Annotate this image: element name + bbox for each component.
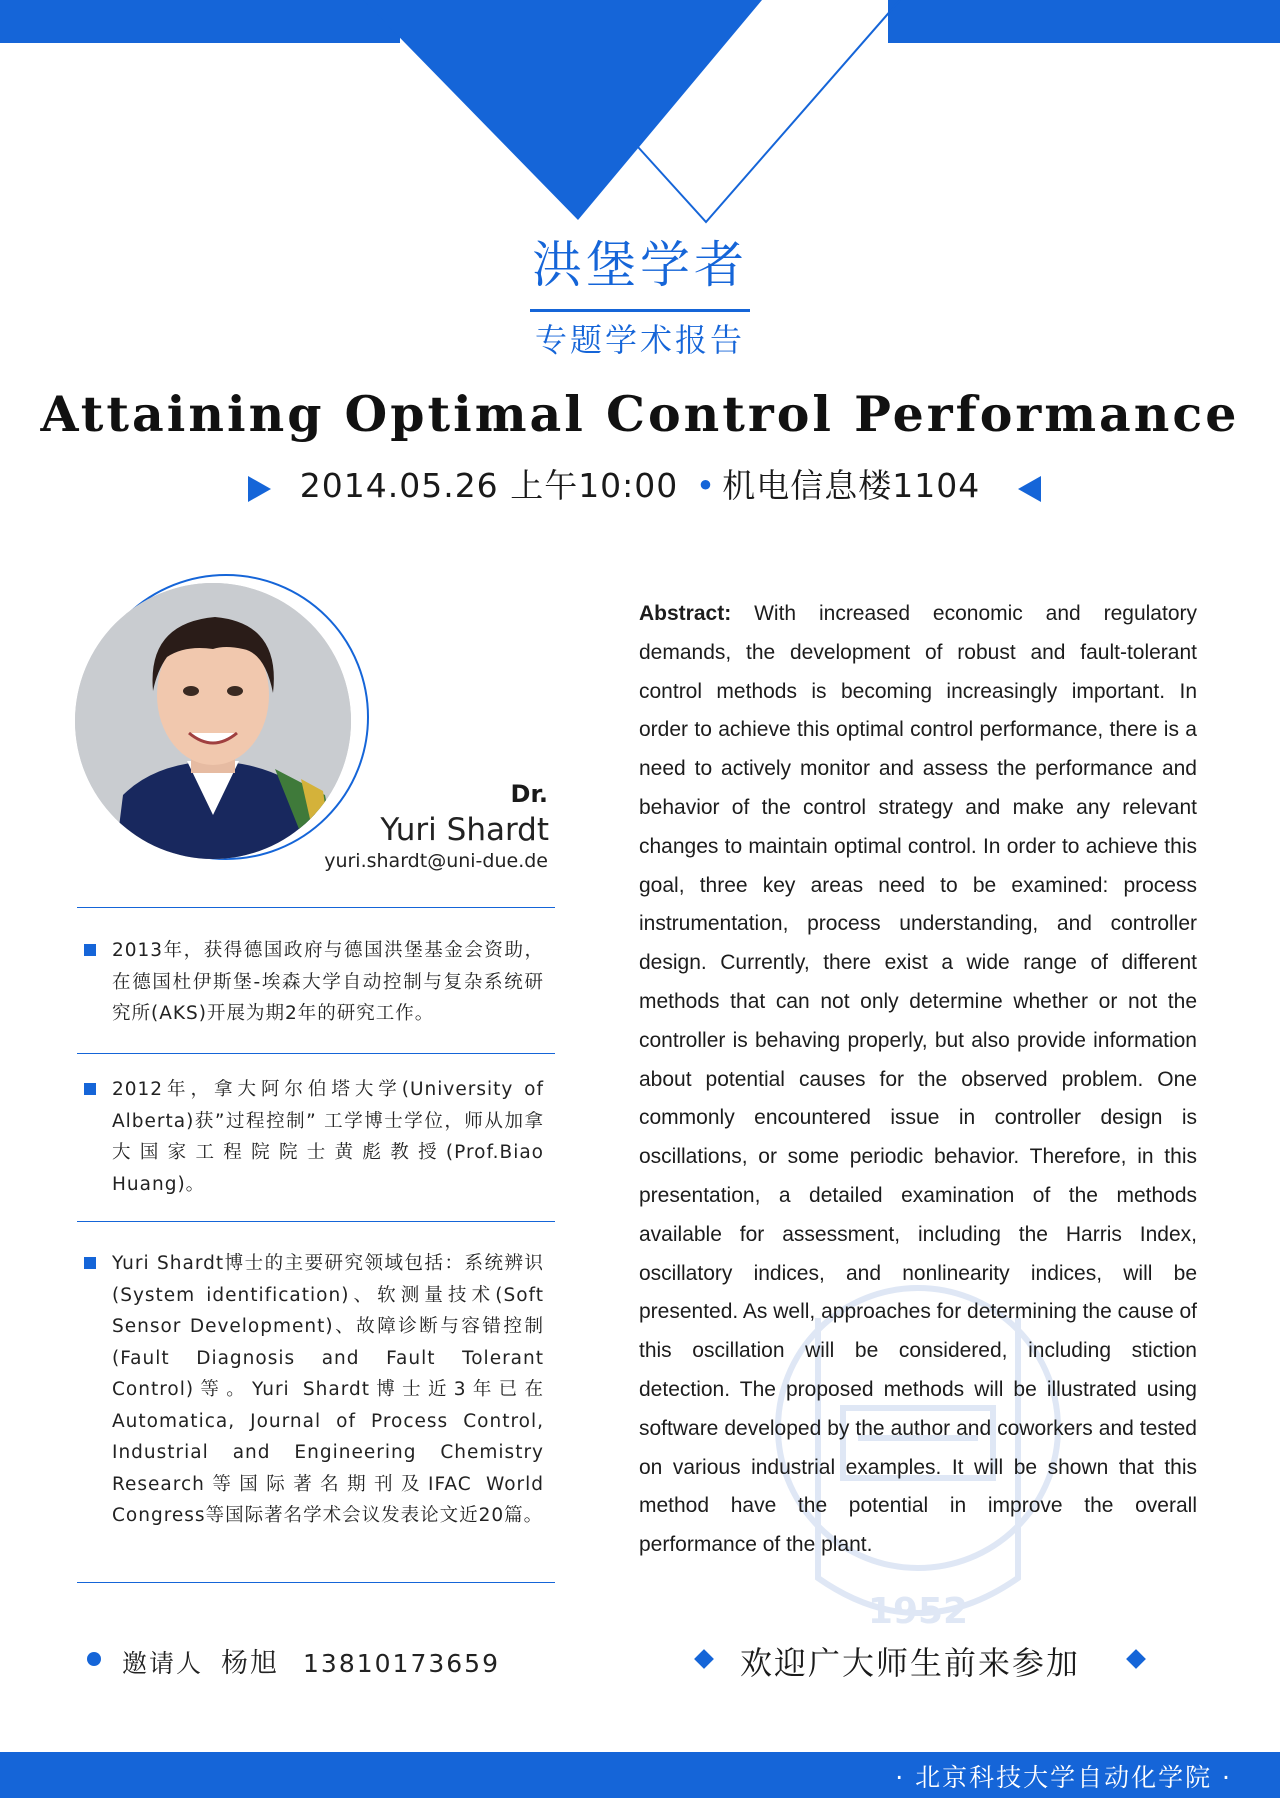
abstract-label: Abstract: (639, 602, 732, 625)
play-left-icon (1018, 476, 1041, 502)
talk-title: Attaining Optimal Control Performance (40, 385, 1240, 443)
welcome-text: 欢迎广大师生前来参加 (740, 1644, 1081, 1682)
inviter-name: 杨旭 (221, 1648, 280, 1679)
talk-time: 上午10:00 (510, 466, 679, 505)
abstract-text: With increased economic and regulatory demands, the development of robust and fault-tolerant control methods is becoming increasingly important. In order to achieve this optimal control performance, there is a need to actively monitor and assess the performance and behavior of the control strategy and make any relevant changes to maintain optimal control. In order to achieve this goal, three key areas need to be examined: process instrumentation, process understanding, and controller design. Currently, there exist a wide range of different methods that can not only determine whether or not the controller is behaving properly, but also provide information about potential causes for the observed problem. One commonly encountered issue in controller design is oscillations, or some periodic behavior. Therefore, in this presentation, a detailed examination of the methods available for assessment, including the Harris Index, oscillatory indices, and nonlinearity indices, will be presented. As well, approaches for determining the cause of this oscillation will be considered, including stiction detection. The proposed methods will be illustrated using software developed by the author and coworkers and tested on various industrial examples. It will be shown that this method have the potential in improve the overall performance of the plant. (639, 602, 1197, 1557)
speaker-name: Yuri Shardt (380, 812, 549, 848)
talk-location: 机电信息楼1104 (722, 466, 981, 505)
inviter (122, 1641, 518, 1680)
bullet-square-icon (84, 1083, 96, 1095)
emblem-year: 1952 (867, 1591, 969, 1632)
speaker-portrait (75, 583, 351, 859)
footer-institution: · 北京科技大学自动化学院 · (895, 1763, 1232, 1792)
divider (77, 1053, 555, 1054)
speaker-photo (75, 583, 351, 859)
header-divider (530, 309, 750, 312)
divider (77, 1221, 555, 1222)
top-left-band (0, 0, 400, 43)
talk-separator: • (695, 466, 717, 505)
bullet-square-icon (84, 944, 96, 956)
divider (77, 1582, 555, 1583)
abstract (639, 595, 1197, 1565)
bullet-dot-icon (87, 1652, 101, 1666)
bio-item: 2012年，拿大阿尔伯塔大学(University of Alberta)获”过程控制” 工学博士学位，师从加拿大国家工程院院士黄彪教授(Prof.Biao Huang)。 (112, 1079, 544, 1195)
blue-triangle (363, 0, 762, 220)
inviter-label: 邀请人 (122, 1649, 204, 1678)
bio-item: 2013年，获得德国政府与德国洪堡基金会资助，在德国杜伊斯堡-埃森大学自动控制与复杂系统研究所(AKS)开展为期2年的研究工作。 (112, 940, 544, 1024)
bio-item: Yuri Shardt博士的主要研究领域包括：系统辨识(System identification)、软测量技术(Soft Sensor Development)、故障诊断与容错控制(Fault Diagnosis and Fault Tolerant Control)等。Yuri Shardt博士近3年已在Automatica, Journal of Process Control, Industrial and Engineering Chemistry Research等国际著名期刊及IFAC World Congress等国际著名学术会议发表论文近20篇。 (112, 1253, 544, 1526)
header-title: 洪堡学者 (532, 236, 748, 294)
speaker-title: Dr. (510, 780, 548, 808)
inviter-phone[interactable]: 13810173659 (303, 1649, 500, 1678)
talk-info (0, 466, 1280, 506)
talk-date: 2014.05.26 (299, 466, 499, 505)
divider (77, 907, 555, 908)
top-right-band (888, 0, 1280, 43)
bullet-square-icon (84, 1257, 96, 1269)
header-subtitle: 专题学术报告 (534, 321, 745, 359)
speaker-email[interactable]: yuri.shardt@uni-due.de (324, 850, 548, 872)
